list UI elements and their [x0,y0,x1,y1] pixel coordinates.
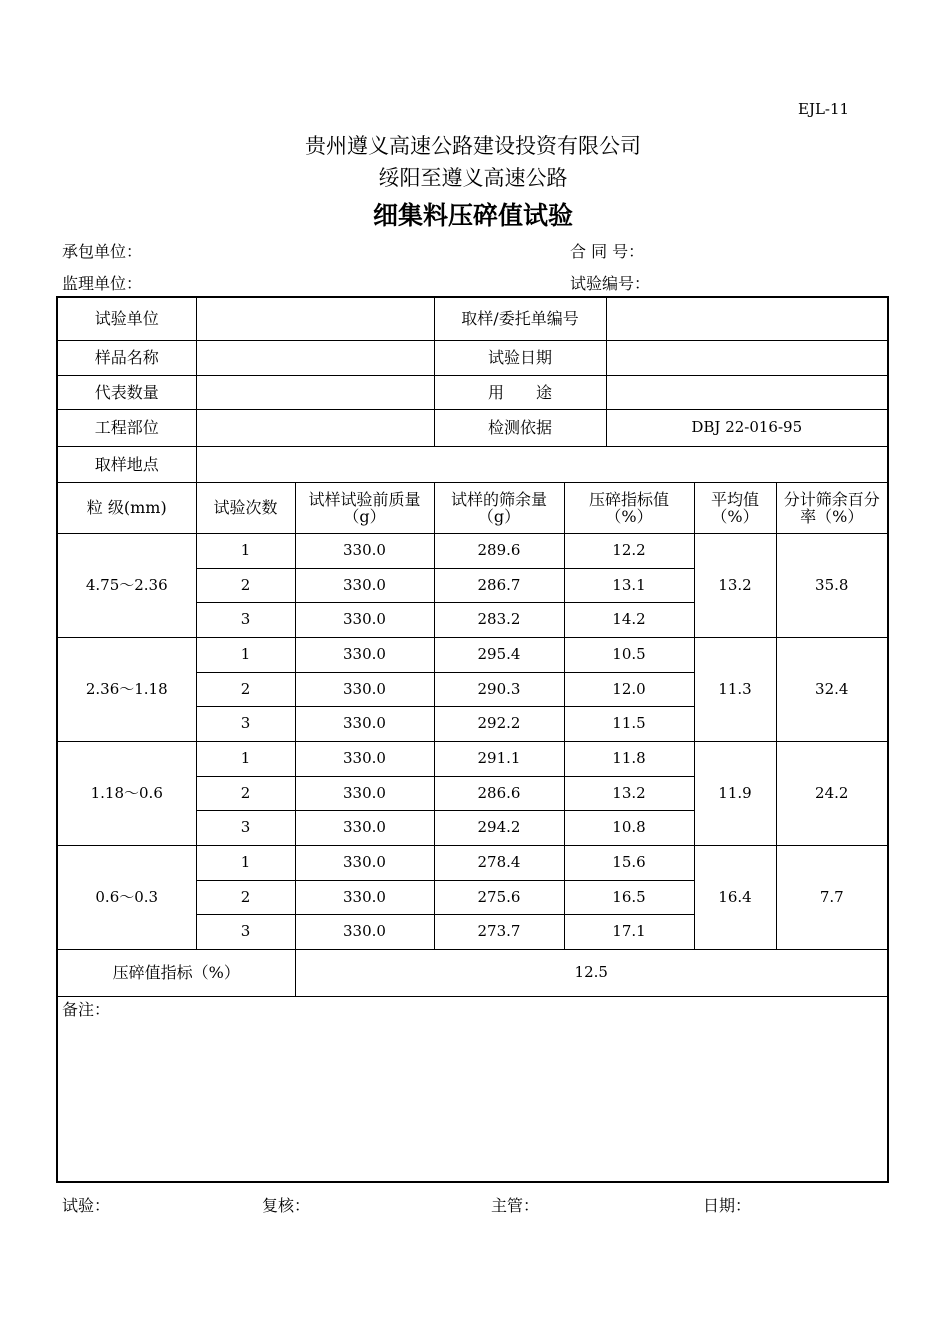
sieved-cell: 286.6 [434,776,564,810]
grade-cell: 1.18～0.6 [57,741,196,845]
grade-cell: 2.36～1.18 [57,637,196,741]
tester-label: 试验： [62,1196,111,1215]
test-unit-value[interactable] [196,297,434,340]
index-cell: 13.1 [564,568,694,602]
average-cell: 16.4 [694,845,776,949]
mass-cell: 330.0 [295,672,434,706]
header-crush-index: 压碎指标值（%） [564,482,694,533]
supervisor-label: 主管： [491,1196,540,1215]
mass-cell: 330.0 [295,533,434,568]
mass-cell: 330.0 [295,568,434,602]
basis-value: DBJ 22-016-95 [606,409,888,446]
purpose-value[interactable] [606,375,888,409]
test-date-value[interactable] [606,340,888,375]
project-name: 绥阳至遵义高速公路 [378,166,568,190]
header-grade: 粒 级(mm) [57,482,196,533]
trial-cell: 2 [196,568,295,602]
mass-cell: 330.0 [295,776,434,810]
mass-cell: 330.0 [295,602,434,637]
info-row [57,297,888,340]
location-value[interactable] [196,446,888,482]
sieved-cell: 275.6 [434,880,564,914]
index-cell: 12.0 [564,672,694,706]
remarks-cell[interactable] [57,996,888,1182]
trial-cell: 1 [196,637,295,672]
index-cell: 13.2 [564,776,694,810]
header-trial: 试验次数 [196,482,295,533]
sieved-cell: 290.3 [434,672,564,706]
sample-name-label: 样品名称 [57,340,196,375]
sieved-cell: 273.7 [434,914,564,949]
info-row [57,340,888,375]
table-row [57,637,888,672]
mass-cell: 330.0 [295,880,434,914]
average-cell: 13.2 [694,533,776,637]
index-cell: 11.8 [564,741,694,776]
trial-cell: 1 [196,845,295,880]
index-cell: 12.2 [564,533,694,568]
table-row [57,845,888,880]
grade-cell: 4.75～2.36 [57,533,196,637]
grade-cell: 0.6～0.3 [57,845,196,949]
retained-cell: 35.8 [776,533,888,637]
index-cell: 11.5 [564,706,694,741]
form-code: EJL-11 [798,100,850,118]
contractor-label: 承包单位： [62,242,143,261]
header-average: 平均值（%） [694,482,776,533]
trial-cell: 2 [196,880,295,914]
index-cell: 10.5 [564,637,694,672]
table-row [57,741,888,776]
project-part-value[interactable] [196,409,434,446]
trial-cell: 1 [196,741,295,776]
index-cell: 14.2 [564,602,694,637]
sieved-cell: 291.1 [434,741,564,776]
sieved-cell: 286.7 [434,568,564,602]
mass-cell: 330.0 [295,914,434,949]
sieved-cell: 278.4 [434,845,564,880]
date-label: 日期： [703,1196,752,1215]
page-title: 细集料压碎值试验 [372,201,573,230]
test-record-table [56,296,889,1183]
test-no-label: 试验编号： [570,274,651,293]
index-cell: 16.5 [564,880,694,914]
trial-cell: 2 [196,672,295,706]
basis-label: 检测依据 [434,409,606,446]
organization-name: 贵州遵义高速公路建设投资有限公司 [305,134,641,158]
mass-cell: 330.0 [295,637,434,672]
sieved-cell: 294.2 [434,810,564,845]
info-row [57,409,888,446]
trial-cell: 3 [196,706,295,741]
sieved-cell: 292.2 [434,706,564,741]
sieved-cell: 289.6 [434,533,564,568]
mass-cell: 330.0 [295,706,434,741]
sieved-cell: 283.2 [434,602,564,637]
test-date-label: 试验日期 [434,340,606,375]
trial-cell: 3 [196,602,295,637]
trial-cell: 2 [196,776,295,810]
trial-cell: 3 [196,914,295,949]
sample-name-value[interactable] [196,340,434,375]
index-cell: 17.1 [564,914,694,949]
retained-cell: 24.2 [776,741,888,845]
remarks-row [57,996,888,1182]
project-part-label: 工程部位 [57,409,196,446]
mass-cell: 330.0 [295,741,434,776]
table-row [57,533,888,568]
sieved-cell: 295.4 [434,637,564,672]
sample-no-label: 取样/委托单编号 [434,297,606,340]
summary-value: 12.5 [295,949,888,996]
retained-cell: 7.7 [776,845,888,949]
quantity-value[interactable] [196,375,434,409]
info-row [57,446,888,482]
info-row [57,375,888,409]
index-cell: 15.6 [564,845,694,880]
quantity-label: 代表数量 [57,375,196,409]
trial-cell: 3 [196,810,295,845]
purpose-label: 用 途 [434,375,606,409]
average-cell: 11.3 [694,637,776,741]
location-label: 取样地点 [57,446,196,482]
header-retained-pct: 分计筛余百分率（%） [776,482,888,533]
header-sieved-mass: 试样的筛余量（g） [434,482,564,533]
summary-label: 压碎值指标（%） [57,949,295,996]
index-cell: 10.8 [564,810,694,845]
remarks-label: 备注： [62,999,111,1019]
mass-cell: 330.0 [295,810,434,845]
summary-row [57,949,888,996]
mass-cell: 330.0 [295,845,434,880]
header-mass-before: 试样试验前质量（g） [295,482,434,533]
sample-no-value[interactable] [606,297,888,340]
supervisor-unit-label: 监理单位： [62,274,143,293]
test-unit-label: 试验单位 [57,297,196,340]
contract-no-label: 合 同 号： [570,242,645,261]
average-cell: 11.9 [694,741,776,845]
trial-cell: 1 [196,533,295,568]
table-header-row [57,482,888,533]
reviewer-label: 复核： [262,1196,311,1215]
retained-cell: 32.4 [776,637,888,741]
